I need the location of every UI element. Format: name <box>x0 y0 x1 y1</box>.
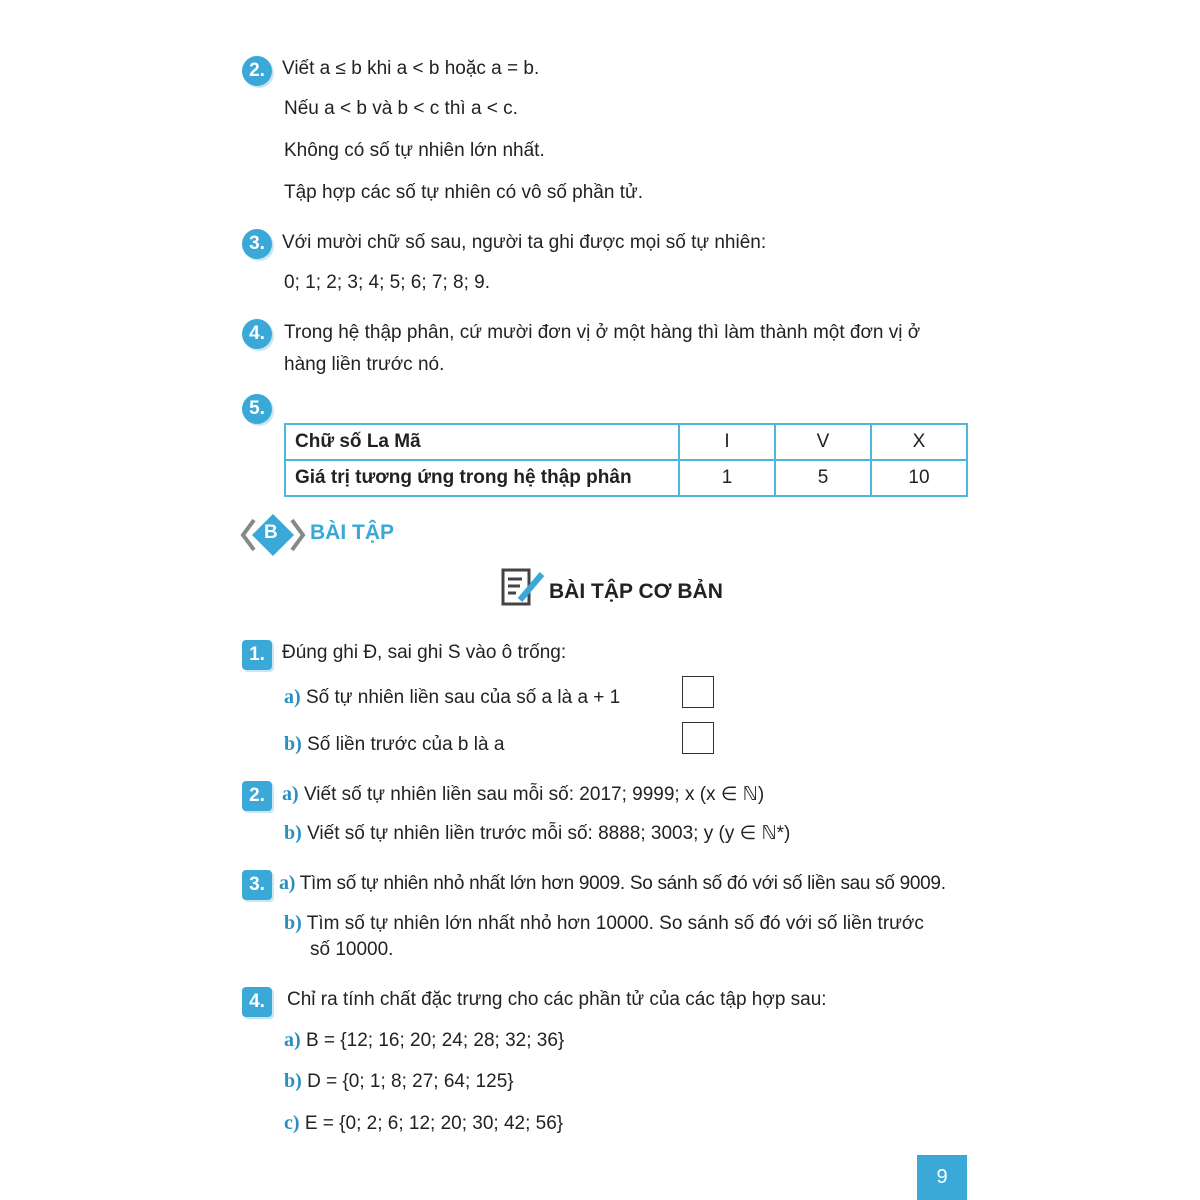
text-line: Không có số tự nhiên lớn nhất. <box>284 140 545 161</box>
exercise-number: 4. <box>242 987 272 1017</box>
section-title: BÀI TẬP <box>310 521 394 544</box>
item-number: 2. <box>242 56 272 86</box>
notepad-pencil-icon <box>500 568 546 608</box>
exercise-part <box>284 733 504 756</box>
page-number: 9 <box>917 1155 967 1200</box>
table-cell: 1 <box>679 460 775 496</box>
part-label: b) <box>284 733 302 755</box>
exercise-part <box>284 822 790 845</box>
item-number: 3. <box>242 229 272 259</box>
table-cell: I <box>679 424 775 460</box>
part-label: b) <box>284 1070 302 1092</box>
table-cell: Giá trị tương ứng trong hệ thập phân <box>285 460 679 496</box>
exercise-number: 1. <box>242 640 272 670</box>
part-label: b) <box>284 912 302 934</box>
text-line: Với mười chữ số sau, người ta ghi được mọi số tự nhiên: <box>282 232 767 253</box>
part-text: Số liền trước của b là a <box>307 734 505 755</box>
part-text: số 10000. <box>310 939 394 960</box>
exercise-part <box>284 912 924 935</box>
table-cell: V <box>775 424 871 460</box>
exercise-part <box>279 872 946 895</box>
table-row <box>285 460 967 496</box>
exercise-part <box>284 1070 514 1093</box>
part-label: b) <box>284 822 302 844</box>
text-line: Trong hệ thập phân, cứ mười đơn vị ở một hàng thì làm thành một đơn vị ở <box>284 322 921 343</box>
exercise-text: Đúng ghi Đ, sai ghi S vào ô trống: <box>282 642 567 663</box>
exercise-part <box>284 1112 563 1135</box>
text-line: Viết a ≤ b khi a < b hoặc a = b. <box>282 58 540 79</box>
text-line: hàng liền trước nó. <box>284 354 445 375</box>
table-row <box>285 424 967 460</box>
exercise-number: 3. <box>242 870 272 900</box>
part-text: Viết số tự nhiên liền sau mỗi số: 2017; 9999; x (x ∈ ℕ) <box>303 784 765 805</box>
answer-checkbox[interactable] <box>682 676 714 708</box>
part-label: a) <box>284 686 301 708</box>
exercise-text: Chỉ ra tính chất đặc trưng cho các phần tử của các tập hợp sau: <box>287 989 827 1010</box>
table-cell: Chữ số La Mã <box>285 424 679 460</box>
part-text: Số tự nhiên liền sau của số a là a + 1 <box>305 687 621 708</box>
text-line: 0; 1; 2; 3; 4; 5; 6; 7; 8; 9. <box>284 272 490 293</box>
part-text: D = {0; 1; 8; 27; 64; 125} <box>307 1071 514 1092</box>
item-number: 5. <box>242 394 272 424</box>
part-text: Tìm số tự nhiên lớn nhất nhỏ hơn 10000. So sánh số đó với số liền trước <box>306 913 924 934</box>
text-line: Nếu a < b và b < c thì a < c. <box>284 98 518 119</box>
part-label: a) <box>284 1029 301 1051</box>
part-label: a) <box>282 783 299 805</box>
text-line: Tập hợp các số tự nhiên có vô số phần tử. <box>284 182 643 203</box>
table-cell: 5 <box>775 460 871 496</box>
section-badge: B <box>264 522 278 543</box>
exercise-part <box>282 783 764 806</box>
table-cell: 10 <box>871 460 967 496</box>
part-text: B = {12; 16; 20; 24; 28; 32; 36} <box>305 1030 565 1051</box>
part-text: Tìm số tự nhiên nhỏ nhất lớn hơn 9009. So sánh số đó với số liền sau số 9009. <box>299 873 946 894</box>
part-label: a) <box>279 872 296 894</box>
exercise-part <box>284 1029 564 1052</box>
part-text: E = {0; 2; 6; 12; 20; 30; 42; 56} <box>304 1113 564 1134</box>
table-cell: X <box>871 424 967 460</box>
part-text: Viết số tự nhiên liền trước mỗi số: 8888; 3003; y (y ∈ ℕ*) <box>307 823 791 844</box>
exercise-part <box>284 686 620 709</box>
answer-checkbox[interactable] <box>682 722 714 754</box>
exercise-number: 2. <box>242 781 272 811</box>
subsection-title: BÀI TẬP CƠ BẢN <box>549 580 723 603</box>
part-label: c) <box>284 1112 300 1134</box>
item-number: 4. <box>242 319 272 349</box>
roman-numeral-table <box>284 423 968 497</box>
